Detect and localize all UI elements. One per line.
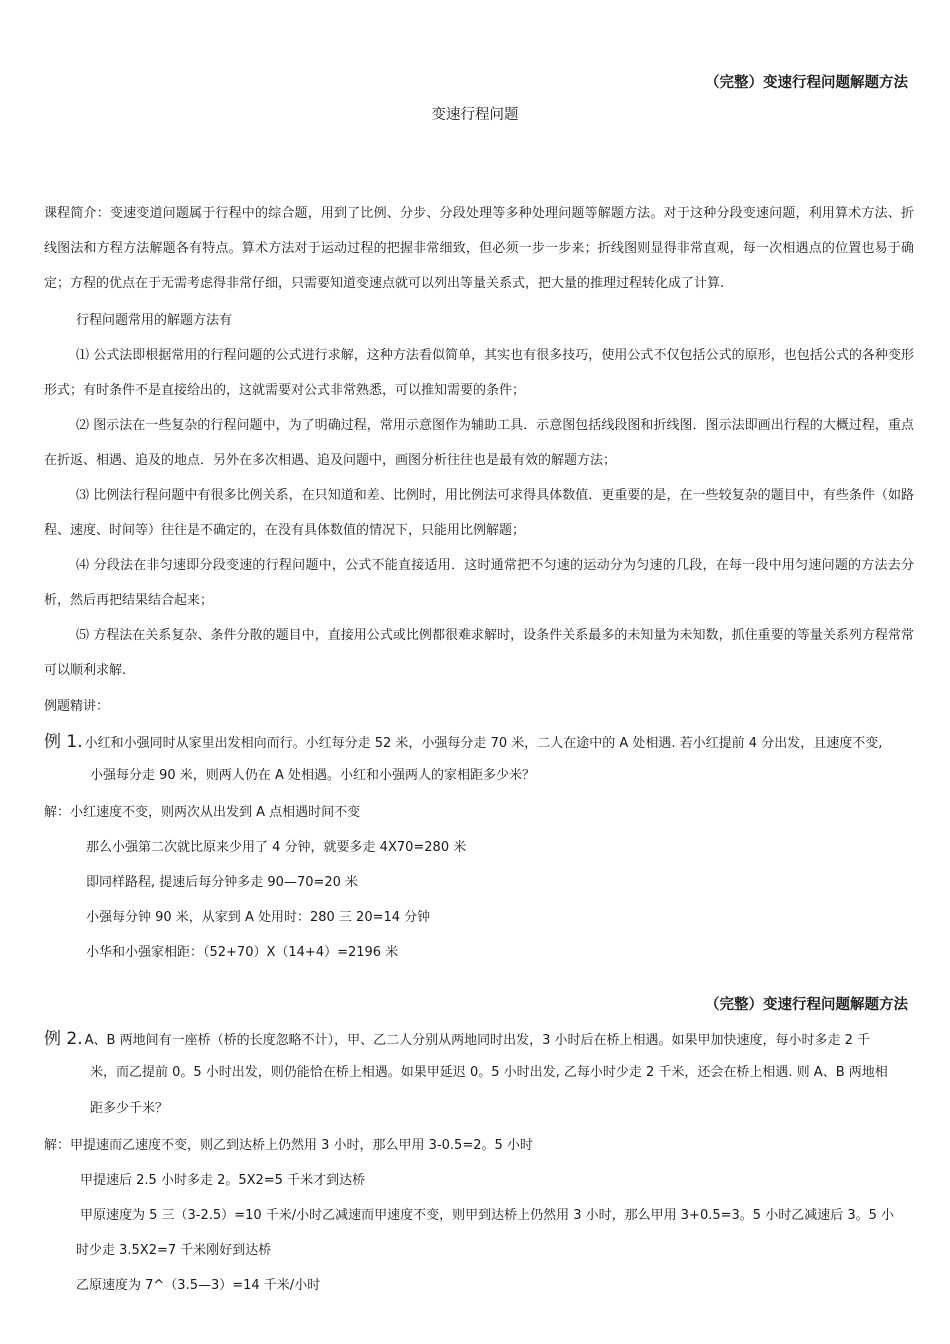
example-2-label: 例 2. bbox=[44, 1029, 83, 1049]
solution-first-line: 甲提速而乙速度不变，则乙到达桥上仍然用 3 小时，那么甲用 3-0.5=2。5 小时 bbox=[70, 1138, 533, 1153]
example-1-text-line1: 小红和小强同时从家里出发相向而行。小红每分走 52 米，小强每分走 70 米，二人在途中的 A 处相遇. 若小红提前 4 分出发，且速度不变, bbox=[84, 736, 883, 751]
method-formula: ⑴ 公式法即根据常用的行程问题的公式进行求解，这种方法看似简单，其实也有很多技巧，使用公式不仅包括公式的原形，也包括公式的各种变形形式；有时条件不是直接给出的，这就需要对公式非常熟悉，可以推知需要的条件； bbox=[44, 348, 914, 398]
method-diagram: ⑵ 图示法在一些复杂的行程问题中，为了明确过程，常用示意图作为辅助工具．示意图包括线段图和折线图．图示法即画出行程的大概过程，重点在折返、相遇、追及的地点．另外在多次相遇、追及问题中，画图分析往往也是最有效的解题方法； bbox=[44, 418, 914, 468]
solution-label: 解： bbox=[44, 1138, 71, 1153]
solution-first-line: 小红速度不变，则两次从出发到 A 点相遇时间不变 bbox=[70, 805, 361, 820]
example-1-solution bbox=[44, 795, 360, 830]
solution-step: 甲原速度为 5 三（3-2.5）=10 千米/小时乙减速而甲速度不变，则甲到达桥上仍然用 3 小时，那么甲用 3+0.5=3。5 小时乙减速后 3。5 小 bbox=[80, 1208, 894, 1223]
example-1-label: 例 1. bbox=[44, 732, 83, 752]
page-header: （完整）变速行程问题解题方法 bbox=[705, 997, 908, 1013]
solution-step: 那么小强第二次就比原来少用了 4 分钟，就要多走 4X70=280 米 bbox=[86, 840, 467, 855]
example-1-text-line2: 小强每分走 90 米，则两人仍在 A 处相遇。小红和小强两人的家相距多少米？ bbox=[90, 768, 535, 783]
example-2-solution bbox=[44, 1128, 533, 1163]
course-intro: 课程简介：变速变道问题属于行程中的综合题，用到了比例、分步、分段处理等多种处理问题等解题方法。对于这种分段变速问题，利用算术方法、折线图法和方程方法解题各有特点。算术方法对于运动过程的把握非常细致，但必须一步一步来；折线图则显得非常直观，每一次相遇点的位置也易于确定；方程的优点在于无需考虑得非常仔细，只需要知道变速点就可以列出等量关系式，把大量的推理过程转化成了计算. bbox=[44, 206, 914, 291]
example-2-text-line2: 米，而乙提前 0。5 小时出发，则仍能恰在桥上相遇。如果甲延迟 0。5 小时出发, 乙每小时少走 2 千米，还会在桥上相遇. 则 A、B 两地相 bbox=[90, 1065, 888, 1080]
solution-step: 小华和小强家相距：（52+70）X（14+4）=2196 米 bbox=[86, 945, 399, 960]
example-1-question bbox=[44, 725, 914, 761]
solution-step: 即同样路程, 提速后每分钟多走 90—70=20 米 bbox=[86, 875, 359, 890]
example-2-text-line1: A、B 两地间有一座桥（桥的长度忽略不计），甲、乙二人分别从两地同时出发，3 小时后在桥上相遇。如果甲加快速度，每小时多走 2 千 bbox=[84, 1033, 871, 1048]
method-segment: ⑷ 分段法在非匀速即分段变速的行程问题中，公式不能直接适用．这时通常把不匀速的运动分为匀速的几段，在每一段中用匀速问题的方法去分析，然后再把结果结合起来； bbox=[44, 558, 914, 608]
solution-step: 乙原速度为 7^（3.5—3）=14 千米/小时 bbox=[76, 1278, 321, 1293]
solution-step: 时少走 3.5X2=7 千米刚好到达桥 bbox=[76, 1243, 272, 1258]
solution-step: 甲提速后 2.5 小时多走 2。5X2=5 千米才到达桥 bbox=[80, 1173, 366, 1188]
solution-step: 小强每分钟 90 米，从家到 A 处用时：280 三 20=14 分钟 bbox=[86, 910, 431, 925]
methods-heading: 行程问题常用的解题方法有 bbox=[76, 313, 233, 328]
page-header: （完整）变速行程问题解题方法 bbox=[705, 75, 908, 91]
example-2-text-line3: 距多少千米？ bbox=[90, 1101, 169, 1116]
example-2-question bbox=[44, 1022, 914, 1058]
method-equation: ⑸ 方程法在关系复杂、条件分散的题目中，直接用公式或比例都很难求解时，设条件关系最多的未知量为未知数，抓住重要的等量关系列方程常常可以顺利求解. bbox=[44, 628, 914, 678]
document-title: 变速行程问题 bbox=[431, 107, 519, 123]
method-ratio: ⑶ 比例法行程问题中有很多比例关系，在只知道和差、比例时，用比例法可求得具体数值．更重要的是，在一些较复杂的题目中，有些条件（如路程、速度、时间等）往往是不确定的，在没有具体数值的情况下，只能用比例解题； bbox=[44, 488, 914, 538]
examples-heading: 例题精讲： bbox=[44, 699, 110, 714]
solution-label: 解： bbox=[44, 805, 71, 820]
